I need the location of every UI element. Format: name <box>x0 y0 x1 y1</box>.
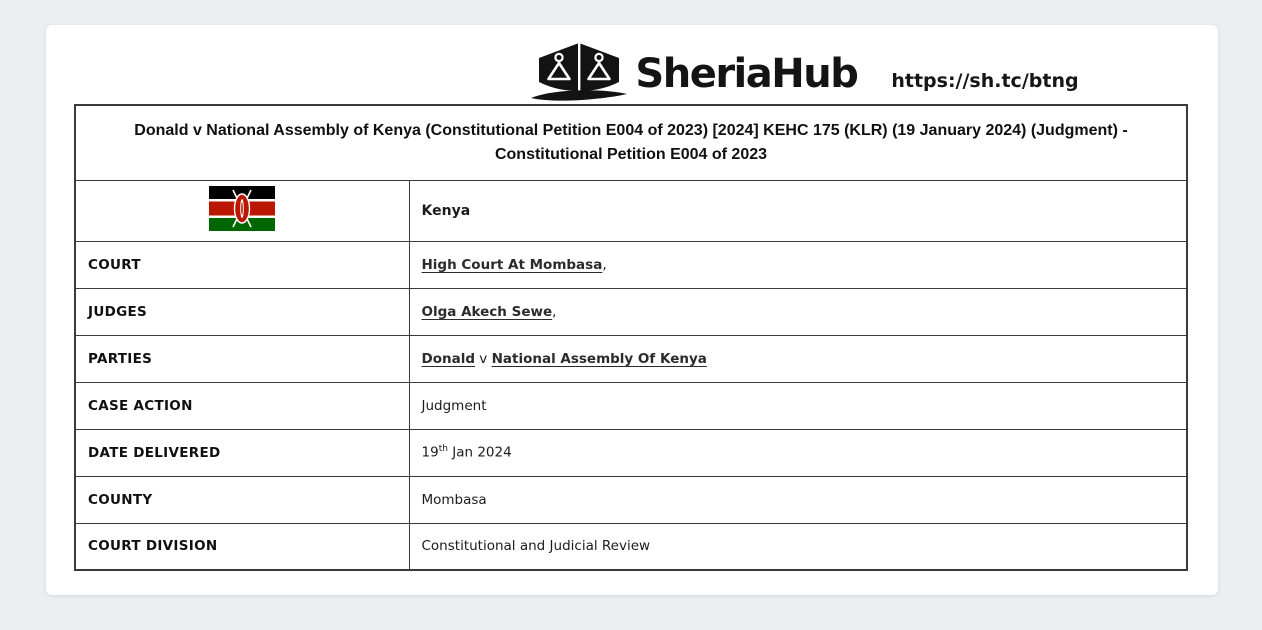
country-cell <box>409 180 1187 241</box>
row-label-date-delivered: DATE DELIVERED <box>75 429 409 476</box>
date-ordinal: th <box>438 444 448 455</box>
table-row <box>75 335 1187 382</box>
row-label-parties: PARTIES <box>75 335 409 382</box>
petitioner-link[interactable]: Donald <box>421 350 475 367</box>
country-name: Kenya <box>421 202 471 219</box>
row-label-court-division: COURT DIVISION <box>75 523 409 570</box>
table-row <box>75 288 1187 335</box>
row-label-county: COUNTY <box>75 476 409 523</box>
case-action-text: Judgment <box>421 397 487 414</box>
judge-link[interactable]: Olga Akech Sewe <box>421 303 553 320</box>
versus-separator: v <box>475 350 492 367</box>
table-row <box>75 382 1187 429</box>
table-row <box>75 241 1187 288</box>
brand-name: SheriaHub <box>635 51 858 97</box>
comma-text: , <box>552 303 557 320</box>
document-card <box>46 25 1218 595</box>
brand-header <box>218 43 1262 105</box>
row-value-county <box>409 476 1187 523</box>
row-value-date-delivered <box>409 429 1187 476</box>
row-value-case-action <box>409 382 1187 429</box>
row-label-judges: JUDGES <box>75 288 409 335</box>
case-details-table <box>74 104 1188 571</box>
table-row <box>75 523 1187 570</box>
row-value-court <box>409 241 1187 288</box>
case-title: Donald v National Assembly of Kenya (Constitutional Petition E004 of 2023) [2024] KEHC 175 (KLR) (19 January 2024) (Judgment) - Constitutional Petition E004 of 2023 <box>75 105 1187 180</box>
respondent-link[interactable]: National Assembly Of Kenya <box>491 350 707 367</box>
date-day: 19 <box>421 444 439 461</box>
court-division-text: Constitutional and Judicial Review <box>421 538 651 555</box>
court-link[interactable]: High Court At Mombasa <box>421 256 603 273</box>
scales-of-justice-icon <box>529 41 629 107</box>
county-text: Mombasa <box>421 491 487 508</box>
row-value-court-division <box>409 523 1187 570</box>
country-row <box>75 180 1187 241</box>
row-value-parties <box>409 335 1187 382</box>
date-month-year: Jan 2024 <box>447 444 512 461</box>
share-url: https://sh.tc/btng <box>891 70 1079 92</box>
table-row <box>75 429 1187 476</box>
row-label-court: COURT <box>75 241 409 288</box>
comma-text: , <box>602 256 607 273</box>
title-row <box>75 105 1187 180</box>
kenya-flag <box>75 180 409 241</box>
table-row <box>75 476 1187 523</box>
row-label-case-action: CASE ACTION <box>75 382 409 429</box>
row-value-judges <box>409 288 1187 335</box>
